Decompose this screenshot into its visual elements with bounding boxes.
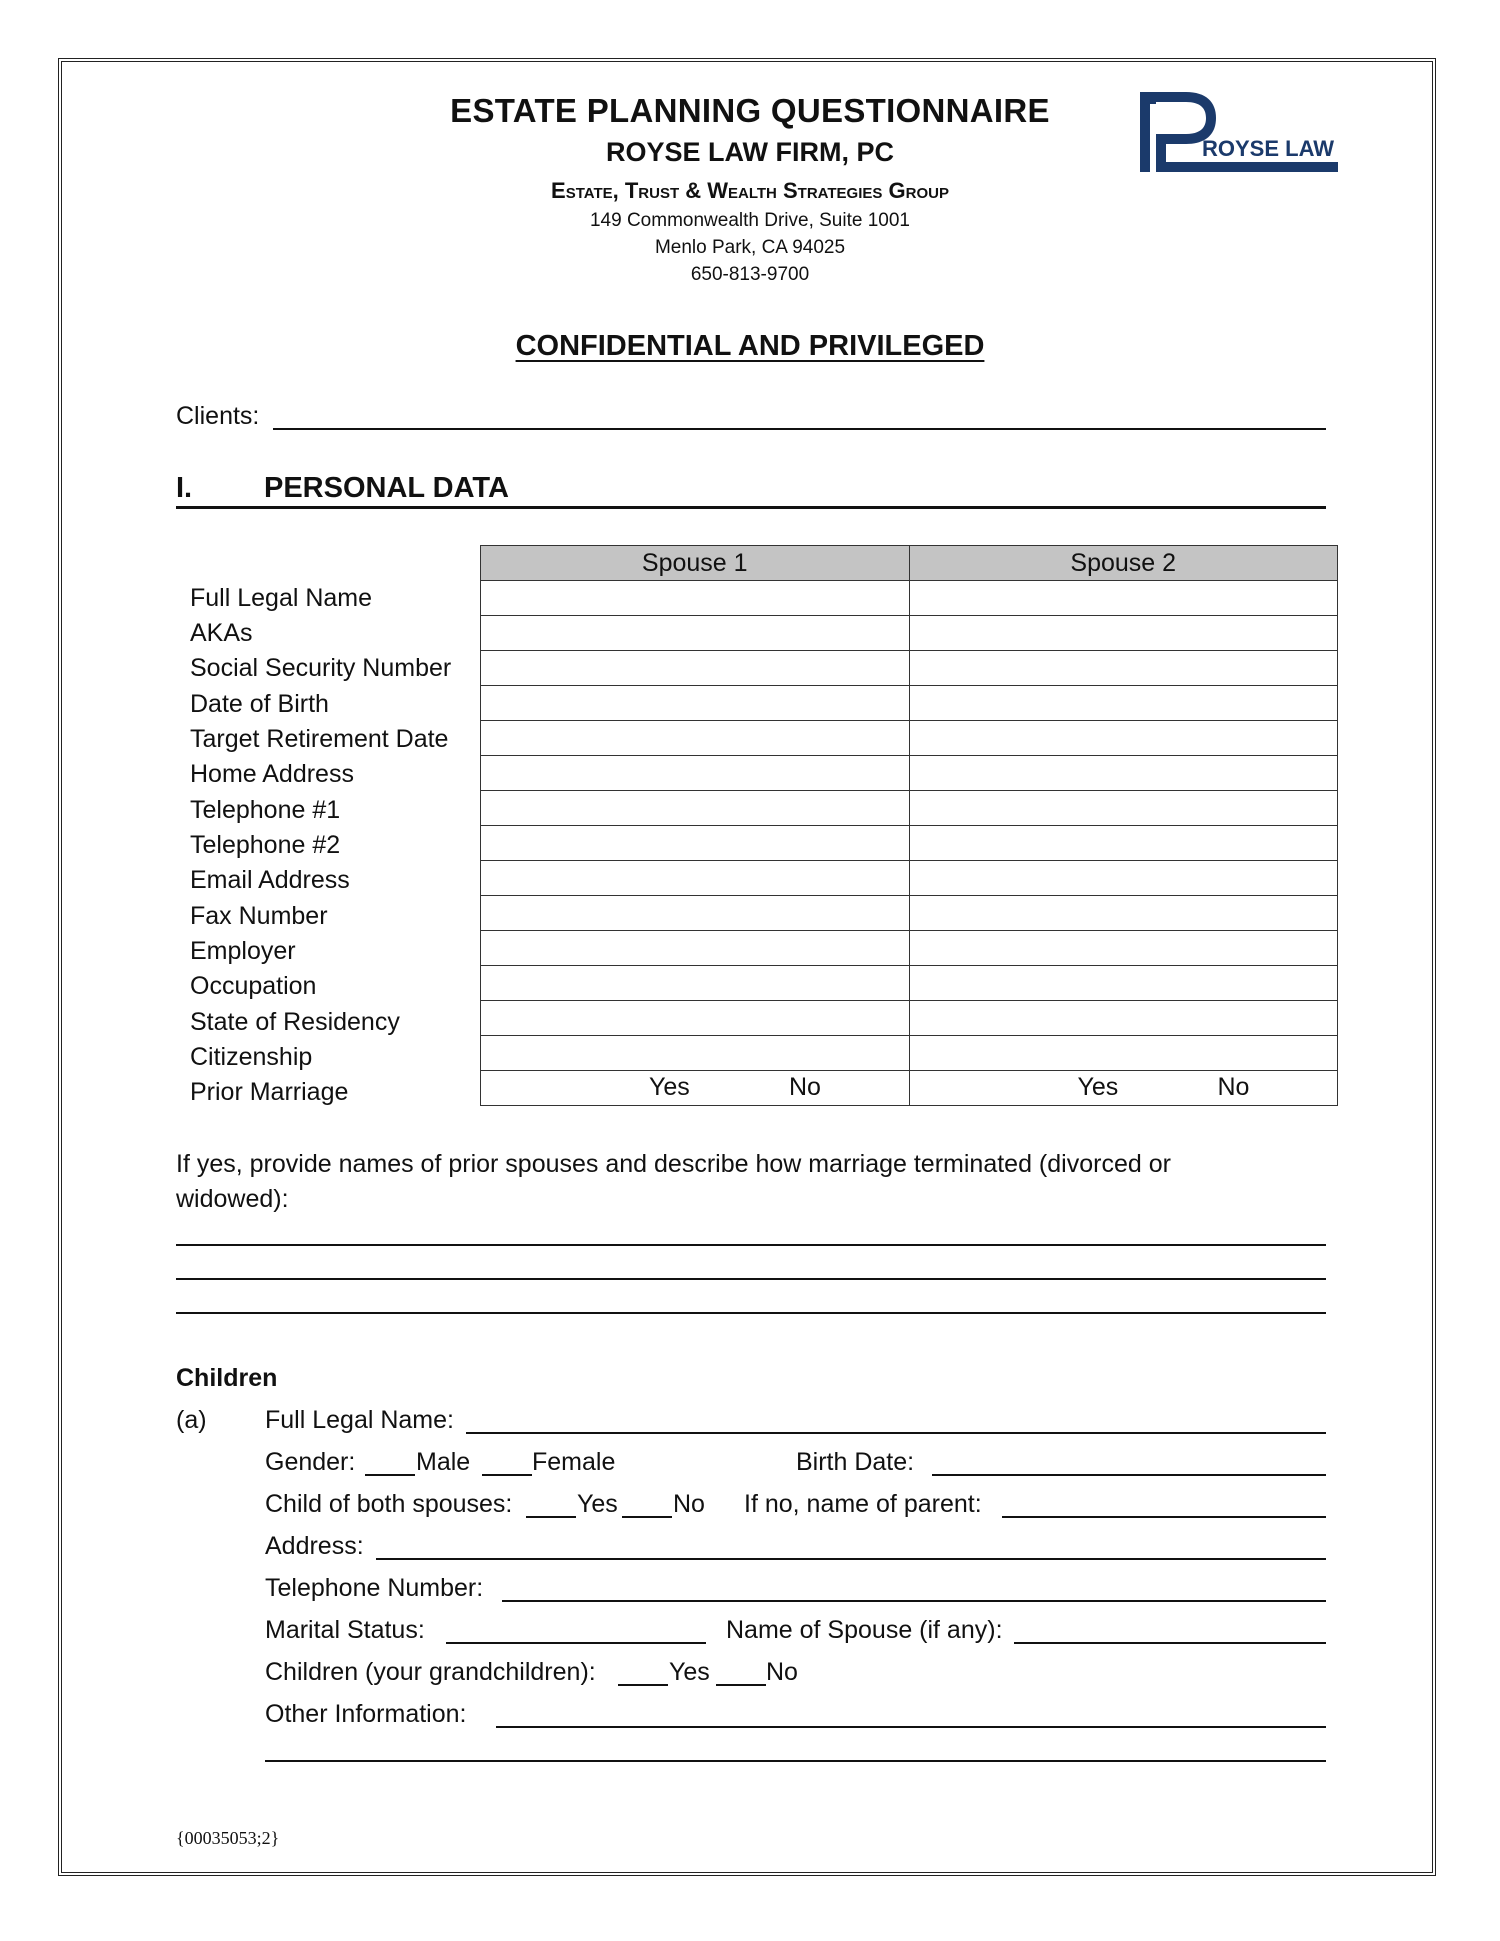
clients-field[interactable] xyxy=(273,428,1326,430)
document-title: ESTATE PLANNING QUESTIONNAIRE xyxy=(450,92,1050,129)
row-label: Social Security Number xyxy=(190,654,452,682)
spouse2-retirement-date-field[interactable] xyxy=(909,721,1338,756)
spouse1-prior-marriage-yes[interactable]: Yes xyxy=(649,1073,690,1101)
address-line-2: Menlo Park, CA 94025 xyxy=(654,237,846,258)
spouse2-home-address-field[interactable] xyxy=(909,756,1338,791)
table-row xyxy=(481,791,1338,826)
spouse2-fax-field[interactable] xyxy=(909,896,1338,931)
svg-text:ROYSE LAW: ROYSE LAW xyxy=(1202,136,1335,161)
child-grandchildren-yes-label: Yes xyxy=(669,1658,710,1686)
prior-spouses-line-2[interactable] xyxy=(176,1278,1326,1280)
group-name: Estate, Trust & Wealth Strategies Group xyxy=(551,178,949,203)
spouse1-prior-marriage-cell[interactable] xyxy=(481,1071,910,1106)
spouse1-dob-field[interactable] xyxy=(481,686,910,721)
child-address-label: Address: xyxy=(265,1532,364,1560)
section-personal-data-heading xyxy=(176,470,1326,509)
spouse1-akas-field[interactable] xyxy=(481,616,910,651)
row-label: State of Residency xyxy=(190,1008,400,1036)
spouse1-citizenship-field[interactable] xyxy=(481,1036,910,1071)
child-parent-name-field[interactable] xyxy=(1002,1516,1326,1518)
document-id: {00035053;2} xyxy=(176,1828,280,1848)
child-full-name-field[interactable] xyxy=(466,1432,1326,1434)
spouse1-ssn-field[interactable] xyxy=(481,651,910,686)
spouse1-prior-marriage-no[interactable]: No xyxy=(789,1073,821,1101)
spouse2-state-residency-field[interactable] xyxy=(909,1001,1338,1036)
section-number: I. xyxy=(176,472,193,504)
table-row xyxy=(481,616,1338,651)
table-row xyxy=(481,1071,1338,1106)
child-telephone-field[interactable] xyxy=(502,1600,1326,1602)
address-line-1: 149 Commonwealth Drive, Suite 1001 xyxy=(589,210,910,231)
child-gender-male-label: Male xyxy=(416,1448,471,1476)
child-grandchildren-label: Children (your grandchildren): xyxy=(265,1658,596,1686)
child-birth-date-field[interactable] xyxy=(932,1474,1326,1476)
child-of-both-yes-blank[interactable] xyxy=(526,1516,576,1518)
royse-law-logo xyxy=(1140,90,1338,172)
row-label: Full Legal Name xyxy=(190,584,373,612)
child-gender-female-blank[interactable] xyxy=(482,1474,532,1476)
spouse2-email-field[interactable] xyxy=(909,861,1338,896)
child-item-label: (a) xyxy=(176,1406,207,1434)
child-full-name-label: Full Legal Name: xyxy=(265,1406,454,1434)
prior-spouses-line-1[interactable] xyxy=(176,1244,1326,1246)
spouse2-ssn-field[interactable] xyxy=(909,651,1338,686)
table-row xyxy=(481,931,1338,966)
child-grandchildren-yes-blank[interactable] xyxy=(618,1684,668,1686)
row-label: Email Address xyxy=(190,866,350,894)
spouse1-email-field[interactable] xyxy=(481,861,910,896)
spouse1-full-legal-name-field[interactable] xyxy=(481,581,910,616)
table-row xyxy=(481,1001,1338,1036)
child-gender-male-blank[interactable] xyxy=(365,1474,415,1476)
row-label: Occupation xyxy=(190,972,317,1000)
spouse2-prior-marriage-yes[interactable]: Yes xyxy=(1077,1073,1119,1101)
spouse2-telephone-2-field[interactable] xyxy=(909,826,1338,861)
table-row xyxy=(481,826,1338,861)
spouse2-telephone-1-field[interactable] xyxy=(909,791,1338,826)
row-label: AKAs xyxy=(190,619,253,647)
child-marital-status-label: Marital Status: xyxy=(265,1616,425,1644)
table-row xyxy=(481,721,1338,756)
row-label: Employer xyxy=(190,937,296,965)
children-heading: Children xyxy=(176,1364,278,1392)
child-other-info-field[interactable] xyxy=(496,1726,1326,1728)
child-spouse-name-field[interactable] xyxy=(1014,1642,1326,1644)
table-row xyxy=(481,651,1338,686)
spouse2-akas-field[interactable] xyxy=(909,616,1338,651)
child-of-both-no-label: No xyxy=(673,1490,705,1518)
spouse1-home-address-field[interactable] xyxy=(481,756,910,791)
row-label: Prior Marriage xyxy=(190,1078,349,1106)
child-marital-status-field[interactable] xyxy=(446,1642,706,1644)
table-row xyxy=(481,1036,1338,1071)
child-address-field[interactable] xyxy=(376,1558,1326,1560)
table-row xyxy=(481,756,1338,791)
spouse1-telephone-1-field[interactable] xyxy=(481,791,910,826)
table-row xyxy=(481,581,1338,616)
row-label: Target Retirement Date xyxy=(190,725,449,753)
child-spouse-name-label: Name of Spouse (if any): xyxy=(726,1616,1003,1644)
spouse1-telephone-2-field[interactable] xyxy=(481,826,910,861)
royse-logo-icon xyxy=(1140,90,1338,172)
child-of-both-label: Child of both spouses: xyxy=(265,1490,513,1518)
child-of-both-no-blank[interactable] xyxy=(622,1516,672,1518)
spouse2-occupation-field[interactable] xyxy=(909,966,1338,1001)
child-of-both-yes-label: Yes xyxy=(577,1490,618,1518)
confidential-heading: CONFIDENTIAL AND PRIVILEGED xyxy=(515,330,985,362)
firm-name: ROYSE LAW FIRM, PC xyxy=(605,137,894,167)
prior-spouses-prompt: If yes, provide names of prior spouses and describe how marriage terminated (divorced or xyxy=(176,1150,1171,1178)
row-label: Telephone #2 xyxy=(190,831,341,859)
child-grandchildren-no-label: No xyxy=(766,1658,798,1686)
child-gender-female-label: Female xyxy=(532,1448,616,1476)
row-label: Fax Number xyxy=(190,902,328,930)
child-grandchildren-no-blank[interactable] xyxy=(716,1684,766,1686)
spouse1-occupation-field[interactable] xyxy=(481,966,910,1001)
spouse2-prior-marriage-no[interactable]: No xyxy=(1217,1073,1250,1101)
spouse2-citizenship-field[interactable] xyxy=(909,1036,1338,1071)
child-other-info-field-2[interactable] xyxy=(265,1760,1326,1762)
child-telephone-label: Telephone Number: xyxy=(265,1574,484,1602)
spouse2-employer-field[interactable] xyxy=(909,931,1338,966)
row-label: Date of Birth xyxy=(190,690,329,718)
table-row xyxy=(481,896,1338,931)
table-row xyxy=(481,966,1338,1001)
column-header-spouse-2: Spouse 2 xyxy=(909,546,1338,581)
child-other-info-label: Other Information: xyxy=(265,1700,467,1728)
spouse1-fax-field[interactable] xyxy=(481,896,910,931)
child-gender-label: Gender: xyxy=(265,1448,356,1476)
spouse1-employer-field[interactable] xyxy=(481,931,910,966)
clients-label: Clients: xyxy=(176,402,260,430)
spouse2-prior-marriage-cell[interactable] xyxy=(909,1071,1338,1106)
table-header-row xyxy=(481,546,1338,581)
row-label: Telephone #1 xyxy=(190,796,341,824)
spouse1-retirement-date-field[interactable] xyxy=(481,721,910,756)
spouse2-dob-field[interactable] xyxy=(909,686,1338,721)
child-parent-name-label: If no, name of parent: xyxy=(744,1490,982,1518)
prior-spouses-line-3[interactable] xyxy=(176,1312,1326,1314)
prior-spouses-prompt-cont: widowed): xyxy=(176,1185,289,1213)
personal-data-table xyxy=(480,545,1338,1106)
phone-number: 650-813-9700 xyxy=(690,264,810,285)
column-header-spouse-1: Spouse 1 xyxy=(481,546,910,581)
child-birth-date-label: Birth Date: xyxy=(796,1448,915,1476)
spouse2-full-legal-name-field[interactable] xyxy=(909,581,1338,616)
row-label: Home Address xyxy=(190,760,354,788)
spouse1-state-residency-field[interactable] xyxy=(481,1001,910,1036)
table-row xyxy=(481,686,1338,721)
section-title: PERSONAL DATA xyxy=(264,472,509,504)
table-row xyxy=(481,861,1338,896)
row-label: Citizenship xyxy=(190,1043,313,1071)
